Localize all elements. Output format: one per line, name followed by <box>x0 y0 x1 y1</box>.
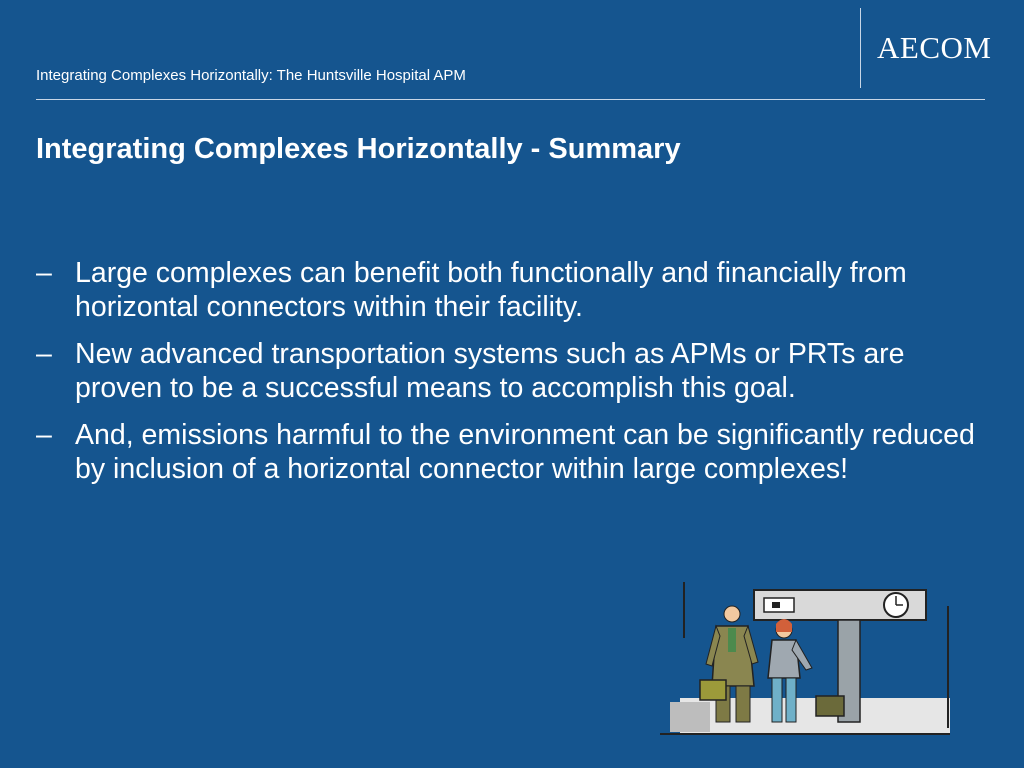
bullet-text: New advanced transportation systems such as APMs or PRTs are proven to be a successful means to accomplish this goal. <box>75 338 905 404</box>
bullet-list <box>36 256 976 499</box>
header-divider <box>36 99 985 100</box>
bullet-text: Large complexes can benefit both functionally and financially from horizontal connectors within their facility. <box>75 257 907 323</box>
aecom-logo: AECOM <box>877 30 992 65</box>
bullet-dash: – <box>36 257 52 289</box>
logo-divider <box>860 8 861 88</box>
travelers-at-station-icon <box>650 578 960 740</box>
bullet-item <box>36 337 976 405</box>
bullet-item <box>36 418 976 486</box>
bullet-dash: – <box>36 419 52 451</box>
header-subtitle: Integrating Complexes Horizontally: The Huntsville Hospital APM <box>36 67 466 84</box>
bullet-dash: – <box>36 338 52 370</box>
bullet-item <box>36 256 976 324</box>
bullet-text: And, emissions harmful to the environment can be significantly reduced by inclusion of a horizontal connector within large complexes! <box>75 419 975 485</box>
slide-title: Integrating Complexes Horizontally - Summary <box>36 133 681 165</box>
